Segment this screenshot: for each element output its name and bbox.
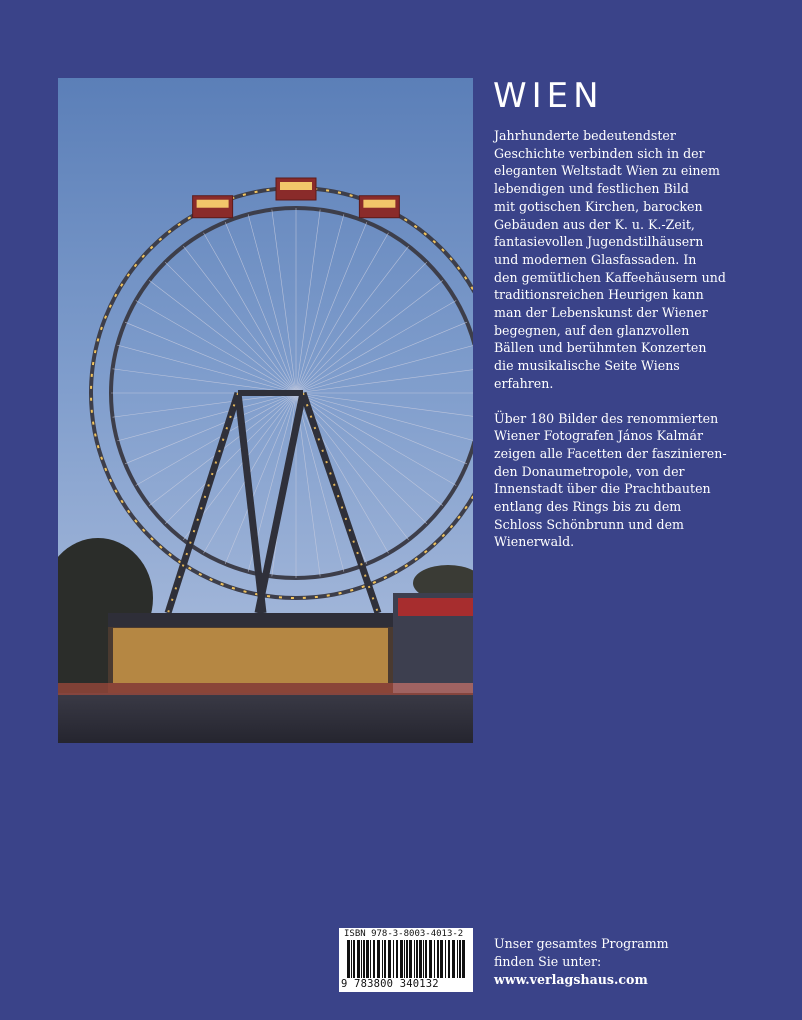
text-line: lebendigen und festlichen Bild <box>494 181 689 197</box>
text-line: begegnen, auf den glanzvollen <box>494 322 690 338</box>
back-cover-text <box>494 127 794 568</box>
isbn-barcode <box>339 928 473 992</box>
text-line: Schloss Schönbrunn und dem <box>494 516 684 532</box>
text-line: Geschichte verbinden sich in der <box>494 145 705 161</box>
cover-photo-ferris-wheel <box>58 78 473 743</box>
text-line: Wienerwald. <box>494 534 575 550</box>
text-line: Bällen und berühmten Konzerten <box>494 340 707 356</box>
text-line: erfahren. <box>494 375 554 391</box>
text-line: Jahrhunderte bedeutendster <box>494 128 676 143</box>
text-line: eleganten Weltstadt Wien zu einem <box>494 163 720 179</box>
photographer-paragraph <box>494 410 794 552</box>
text-line: Wiener Fotografen János Kalmár <box>494 428 704 444</box>
publisher-website-link[interactable]: www.verlagshaus.com <box>494 972 648 987</box>
text-line: Über 180 Bilder des renommierten <box>494 410 719 426</box>
text-line: entlang des Rings bis zu dem <box>494 499 682 515</box>
text-line: traditionsreichen Heurigen kann <box>494 287 704 303</box>
barcode-icon <box>347 940 465 978</box>
text-line: den gemütlichen Kaffeehäusern und <box>494 269 726 285</box>
text-line: mit gotischen Kirchen, barocken <box>494 198 703 214</box>
text-line: den Donaumetropole, von der <box>494 463 685 479</box>
text-line: zeigen alle Facetten der faszinieren- <box>494 445 727 461</box>
promo-line-2: finden Sie unter: <box>494 954 602 969</box>
promo-line-1: Unser gesamtes Programm <box>494 936 669 951</box>
isbn-label: ISBN 978-3-8003-4013-2 <box>344 929 464 939</box>
book-title: WIEN <box>493 76 604 116</box>
text-line: Gebäuden aus der K. u. K.-Zeit, <box>494 216 695 232</box>
text-line: die musikalische Seite Wiens <box>494 358 680 374</box>
description-paragraph <box>494 127 794 393</box>
barcode-digits: 9 783800 340132 <box>341 978 439 990</box>
text-line: man der Lebenskunst der Wiener <box>494 305 708 321</box>
text-line: fantasievollen Jugendstilhäusern <box>494 234 704 250</box>
text-line: und modernen Glasfassaden. In <box>494 251 697 267</box>
text-line: Innenstadt über die Prachtbauten <box>494 481 711 497</box>
publisher-promo <box>494 935 669 989</box>
